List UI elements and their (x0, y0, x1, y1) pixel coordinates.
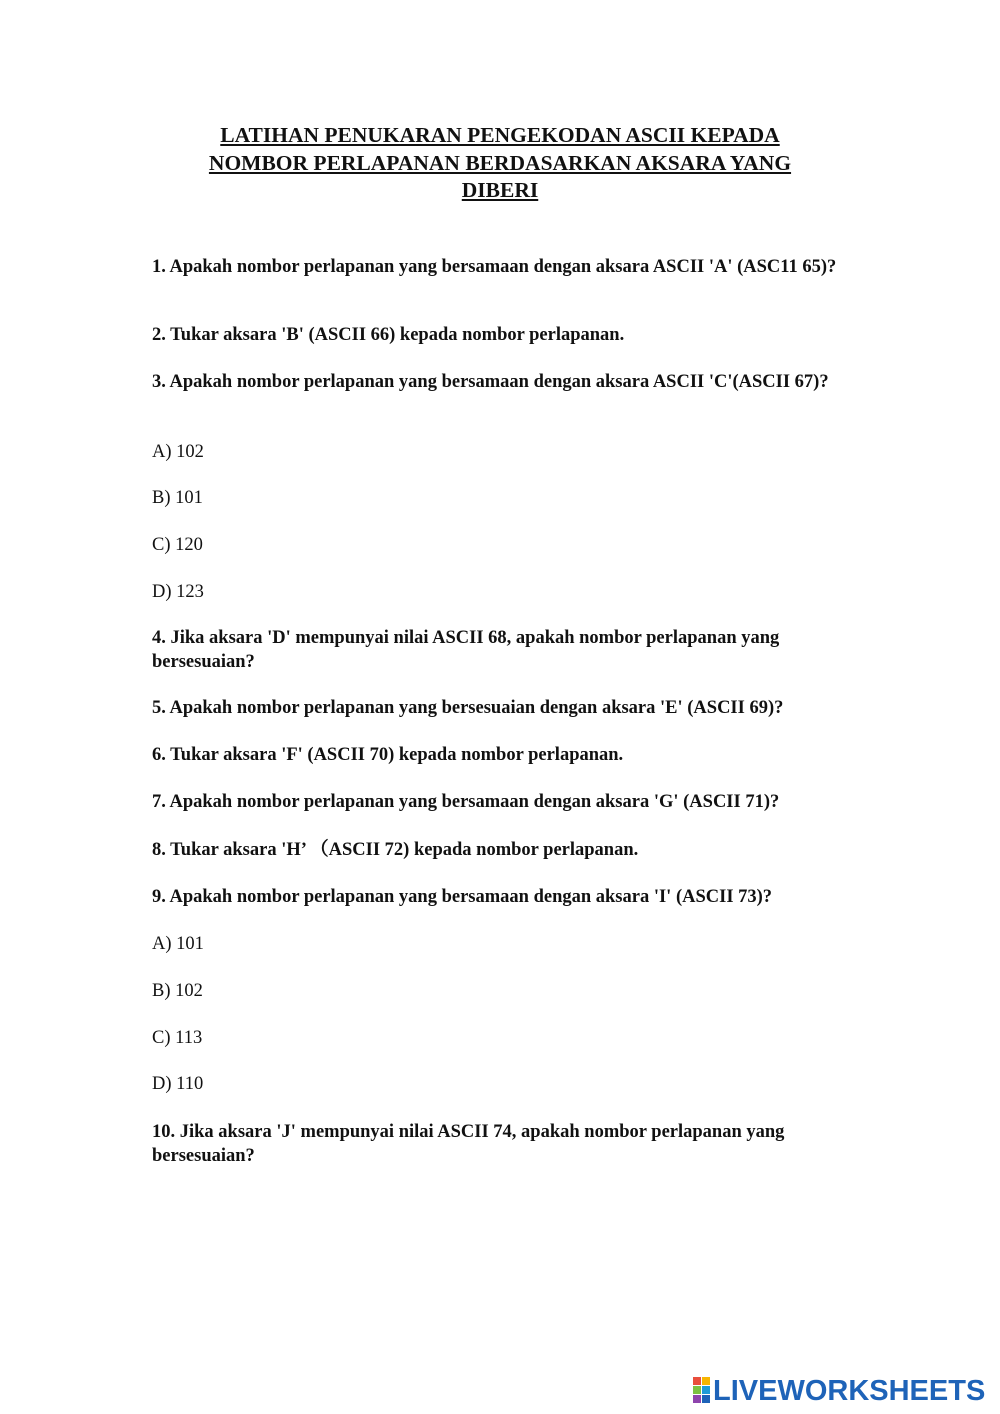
worksheet-title (150, 122, 850, 205)
liveworksheets-logo-text: LIVEWORKSHEETS (713, 1375, 986, 1407)
question-9-option-b[interactable]: B) 102 (152, 981, 203, 1001)
liveworksheets-logo (693, 1376, 985, 1406)
question-10: 10. Jika aksara 'J' mempunyai nilai ASCII 74, apakah nombor perlapanan yang bersesuaian? (152, 1122, 785, 1166)
logo-square-6 (702, 1395, 710, 1403)
question-8: 8. Tukar aksara 'H’ （ASCII 72) kepada nombor perlapanan. (152, 840, 639, 860)
question-3: 3. Apakah nombor perlapanan yang bersamaan dengan aksara ASCII 'C'(ASCII 67)? (152, 372, 829, 392)
logo-square-3 (693, 1386, 701, 1394)
logo-square-5 (693, 1395, 701, 1403)
liveworksheets-logo-icon (693, 1377, 710, 1405)
title-line-1: LATIHAN PENUKARAN PENGEKODAN ASCII KEPADA (220, 123, 780, 147)
question-4: 4. Jika aksara 'D' mempunyai nilai ASCII 68, apakah nombor perlapanan yang bersesuaian? (152, 628, 780, 672)
question-6: 6. Tukar aksara 'F' (ASCII 70) kepada nombor perlapanan. (152, 745, 624, 765)
question-9-option-a[interactable]: A) 101 (152, 934, 204, 954)
question-9-option-d[interactable]: D) 110 (152, 1074, 204, 1094)
title-line-2: NOMBOR PERLAPANAN BERDASARKAN AKSARA YANG (208, 150, 792, 175)
logo-square-2 (702, 1377, 710, 1385)
logo-square-1 (693, 1377, 701, 1385)
question-3-option-c[interactable]: C) 120 (152, 535, 203, 555)
question-5: 5. Apakah nombor perlapanan yang bersesuaian dengan aksara 'E' (ASCII 69)? (152, 698, 784, 718)
question-7: 7. Apakah nombor perlapanan yang bersamaan dengan aksara 'G' (ASCII 71)? (152, 792, 780, 812)
question-3-option-a[interactable]: A) 102 (152, 442, 204, 462)
question-9-option-c[interactable]: C) 113 (152, 1028, 203, 1048)
question-3-option-b[interactable]: B) 101 (152, 488, 203, 508)
question-1: 1. Apakah nombor perlapanan yang bersamaan dengan aksara ASCII 'A' (ASC11 65)? (152, 257, 837, 277)
question-3-option-d[interactable]: D) 123 (152, 582, 204, 602)
question-9: 9. Apakah nombor perlapanan yang bersamaan dengan aksara 'I' (ASCII 73)? (152, 887, 773, 907)
question-2: 2. Tukar aksara 'B' (ASCII 66) kepada nombor perlapanan. (152, 325, 625, 345)
title-line-3: DIBERI (461, 178, 539, 202)
logo-square-4 (702, 1386, 710, 1394)
